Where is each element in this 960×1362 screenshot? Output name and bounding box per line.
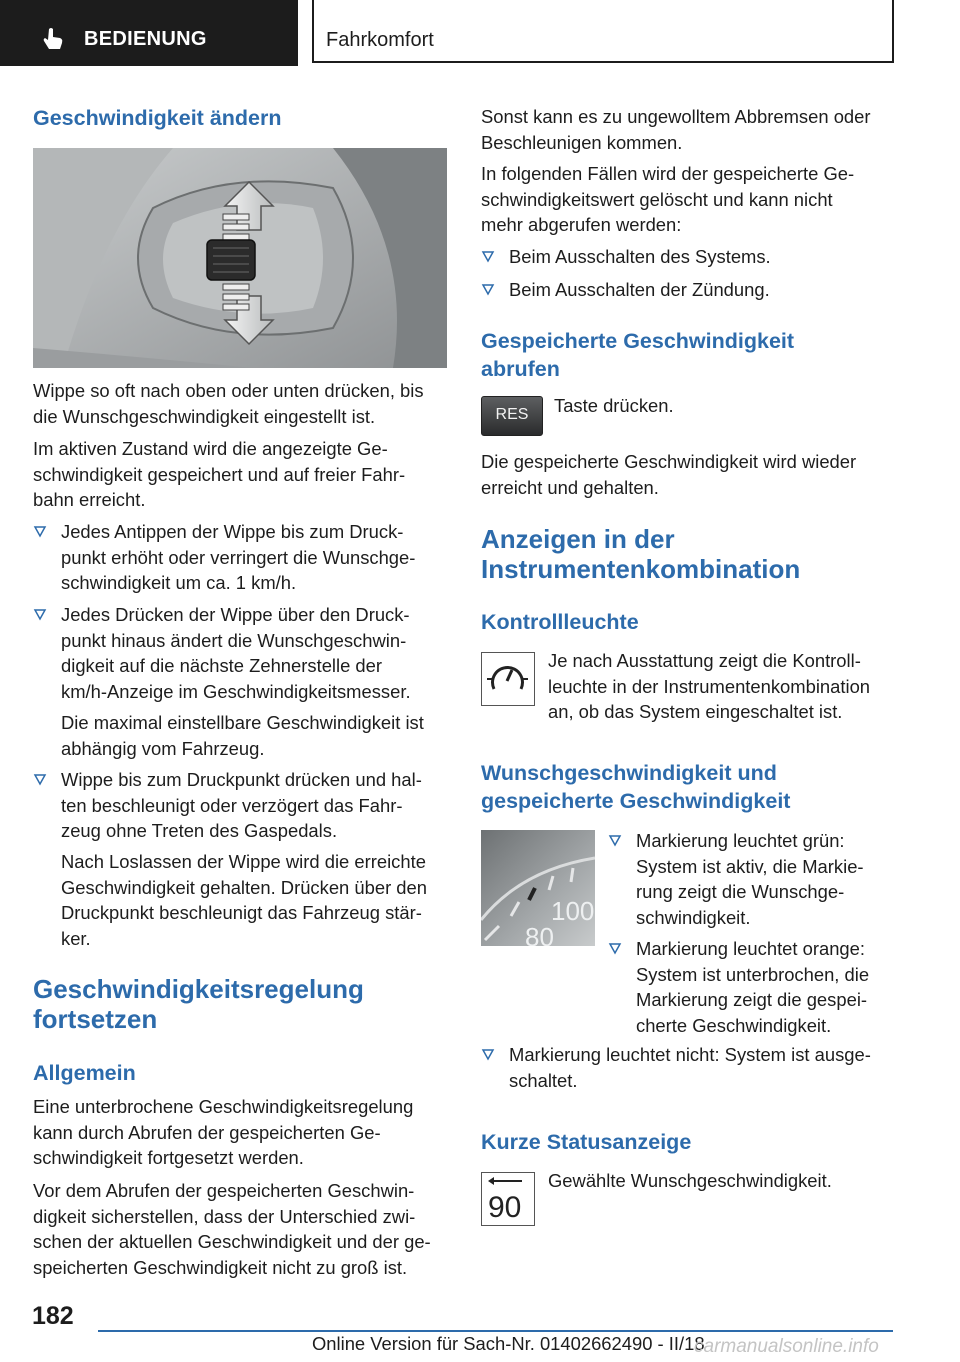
- speedometer-marking-image: [481, 830, 595, 946]
- paragraph-active-state: Im aktiven Zustand wird die angezeigte Ge- schwindigkeit gespeichert und auf freier Fahr- bahn erreicht.: [33, 438, 406, 510]
- watermark: carmanualsonline.info: [694, 1336, 879, 1357]
- heading-recall-speed: Gespeicherte Geschwindigkeit abrufen: [481, 329, 795, 381]
- page-number: 182: [32, 1302, 74, 1330]
- status-description: Gewählte Wunschgeschwindigkeit.: [548, 1170, 832, 1191]
- heading-resume-cruise: Geschwindigkeitsregelung fortsetzen: [33, 974, 364, 1034]
- footer-version: Online Version für Sach-Nr. 01402662490 - II/18: [312, 1333, 705, 1354]
- res-instruction: Taste drücken.: [554, 395, 674, 416]
- hand-pointer-icon: [40, 26, 66, 52]
- note-max-speed: Die maximal einstellbare Geschwindigkeit ist abhängig vom Fahrzeug.: [61, 712, 424, 759]
- speedometer-icon: [482, 653, 533, 704]
- steering-wheel-rocker-illustration: [33, 148, 447, 368]
- paragraph-deleted-cases: In folgenden Fällen wird der gespeicherte Ge- schwindigkeitswert gelöscht und kann nicht mehr abgerufen werden:: [481, 163, 855, 235]
- footer-divider: [98, 1330, 893, 1332]
- paragraph-resume-warning: Vor dem Abrufen der gespeicherten Geschwin- digkeit sicherstellen, dass der Unterschied zwi- schen der aktuellen Geschwindigkeit und der ge- speicherten Geschwindigkeit nicht zu groß ist.: [33, 1180, 431, 1278]
- paragraph-resume-info: Eine unterbrochene Geschwindigkeitsregelung kann durch Abrufen der gespeicherten Ge- schwindigkeit fortgesetzt werden.: [33, 1096, 414, 1168]
- chapter-box: [312, 0, 894, 63]
- triangle-bullet-icon: [481, 1042, 495, 1067]
- triangle-bullet-icon: [608, 936, 622, 961]
- indicator-description: Je nach Ausstattung zeigt die Kontroll- leuchte in der Instrumentenkombination an, ob das System eingeschaltet ist.: [548, 650, 871, 722]
- heading-change-speed: Geschwindigkeit ändern: [33, 106, 282, 130]
- triangle-bullet-icon: [33, 602, 47, 627]
- heading-indicator-lamp: Kontrollleuchte: [481, 610, 639, 634]
- cruise-control-indicator: [481, 652, 535, 706]
- paragraph-speed-restored: Die gespeicherte Geschwindigkeit wird wieder erreicht und gehalten.: [481, 451, 857, 498]
- section-tab: [0, 0, 298, 66]
- paragraph-rocker-press: Wippe so oft nach oben oder unten drücken, bis die Wunschgeschwindigkeit eingestellt ist.: [33, 380, 424, 427]
- speedo-label-80: 80: [525, 922, 554, 946]
- heading-instrument-display: Anzeigen in der Instrumentenkombination: [481, 524, 801, 584]
- chapter-title: Fahrkomfort: [326, 29, 434, 51]
- speed-arrow-icon: [482, 1173, 533, 1224]
- res-button: RES: [481, 396, 543, 436]
- triangle-bullet-icon: [608, 828, 622, 853]
- status-speed-icon: [481, 1172, 535, 1226]
- heading-status-display: Kurze Statusanzeige: [481, 1130, 692, 1154]
- note-release-rocker: Nach Loslassen der Wippe wird die erreichte Geschwindigkeit gehalten. Drücken über den Druckpunkt beschleunigt das Fahrzeug stär- ker.: [61, 851, 427, 949]
- section-label: BEDIENUNG: [84, 28, 207, 50]
- triangle-bullet-icon: [481, 244, 495, 269]
- triangle-bullet-icon: [33, 519, 47, 544]
- heading-general: Allgemein: [33, 1061, 136, 1085]
- paragraph-unwanted-braking: Sonst kann es zu ungewolltem Abbremsen oder Beschleunigen kommen.: [481, 106, 871, 153]
- triangle-bullet-icon: [481, 277, 495, 302]
- triangle-bullet-icon: [33, 767, 47, 792]
- speedo-label-100: 100: [551, 896, 595, 926]
- status-speed-value: 90: [488, 1191, 522, 1224]
- heading-desired-speed: Wunschgeschwindigkeit und gespeicherte Geschwindigkeit: [481, 761, 791, 813]
